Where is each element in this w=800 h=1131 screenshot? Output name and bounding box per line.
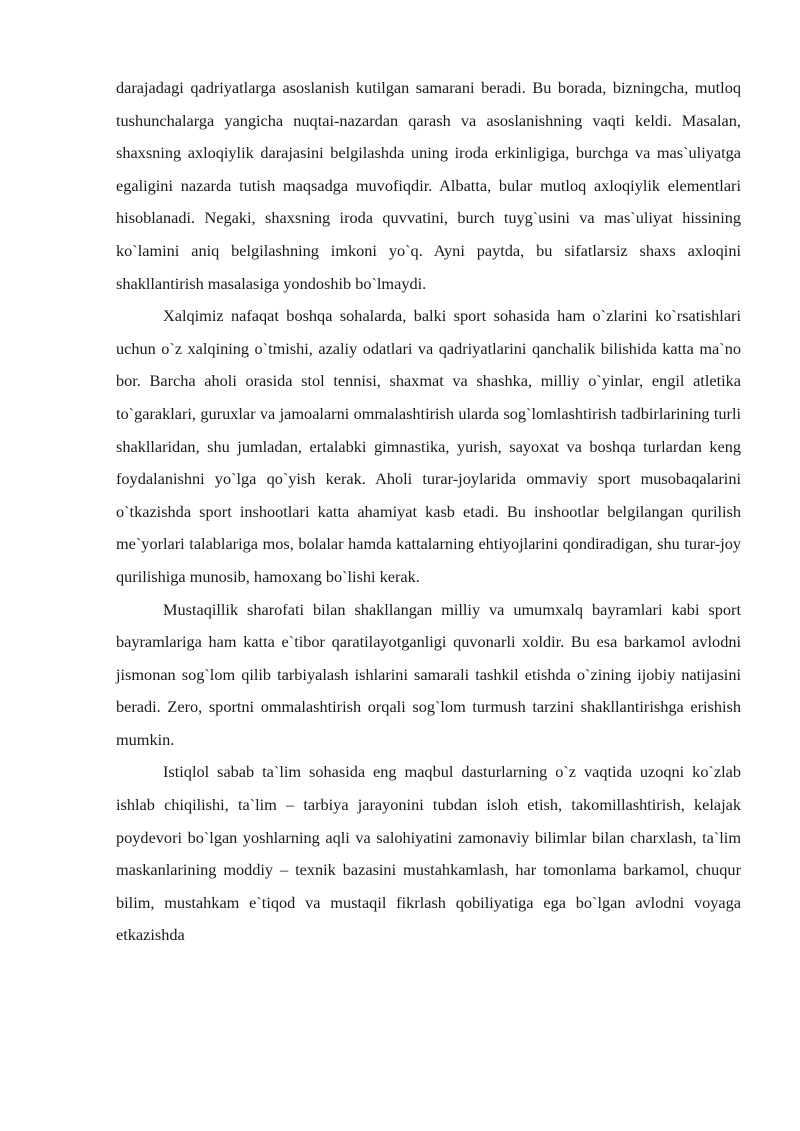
paragraph-2: Xalqimiz nafaqat boshqa sohalarda, balki sport sohasida ham o`zlarini ko`rsatishlari uchun o`z xalqining o`tmishi, azaliy odatlari va qadriyatlarini qanchalik bilishida katta ma`no bor. Barcha aholi orasida stol tennisi, shaxmat va shashka, milliy o`yinlar, engil atletika to`garaklari, guruxlar va jamoalarni ommalashtirish ularda sog`lomlashtirish tadbirlarining turli shakllaridan, shu jumladan, ertalabki gimnastika, yurish, sayoxat va boshqa turlardan keng foydalanishni yo`lga qo`yish kerak. Aholi turar-joylarida ommaviy sport musobaqalarini o`tkazishda sport inshootlari katta ahamiyat kasb etadi. Bu inshootlar belgilangan qurilish me`yorlari talablariga mos, bolalar hamda kattalarning ehtiyojlarini qondiradigan, shu turar-joy qurilishiga munosib, hamoxang bo`lishi kerak.: [116, 306, 741, 586]
document-page: [116, 72, 741, 952]
paragraph-3: Mustaqillik sharofati bilan shakllangan milliy va umumxalq bayramlari kabi sport bayramlariga ham katta e`tibor qaratilayotganligi quvonarli xoldir. Bu esa barkamol avlodni jismonan sog`lom qilib tarbiyalash ishlarini samarali tashkil etishda o`zining ijobiy natijasini beradi. Zero, sportni ommalashtirish orqali sog`lom turmush tarzini shakllantirishga erishish mumkin.: [116, 599, 741, 749]
paragraph-1: darajadagi qadriyatlarga asoslanish kutilgan samarani beradi. Bu borada, bizningcha, mutloq tushunchalarga yangicha nuqtai-nazardan qarash va asoslanishning vaqti keldi. Masalan, shaxsning axloqiylik darajasini belgilashda uning iroda erkinligiga, burchga va mas`uliyatga egaligini nazarda tutish maqsadga muvofiqdir. Albatta, bular mutloq axloqiylik elementlari hisoblanadi. Negaki, shaxsning iroda quvvatini, burch tuyg`usini va mas`uliyat hissining ko`lamini aniq belgilashning imkoni yo`q. Ayni paytda, bu sifatlarsiz shaxs axloqini shakllantirish masalasiga yondoshib bo`lmaydi.: [116, 78, 741, 293]
paragraph-4: Istiqlol sabab ta`lim sohasida eng maqbul dasturlarning o`z vaqtida uzoqni ko`zlab ishlab chiqilishi, ta`lim – tarbiya jarayonini tubdan isloh etish, takomillashtirish, kelajak poydevori bo`lgan yoshlarning aqli va salohiyatini zamonaviy bilimlar bilan charxlash, ta`lim maskanlarining moddiy – texnik bazasini mustahkamlash, har tomonlama barkamol, chuqur bilim, mustahkam e`tiqod va mustaqil fikrlash qobiliyatiga ega bo`lgan avlodni voyaga etkazishda: [116, 762, 741, 945]
